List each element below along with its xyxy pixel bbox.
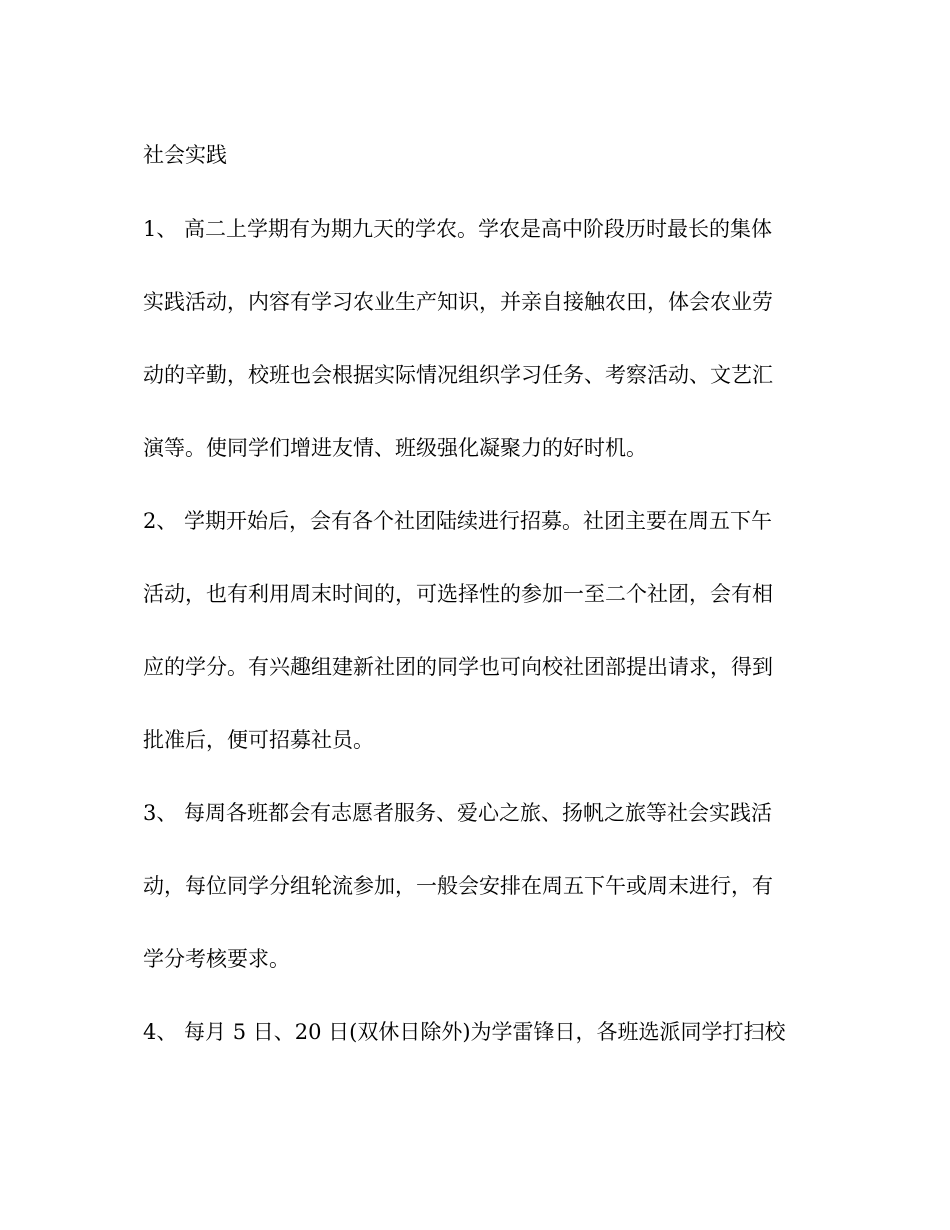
paragraph-line: 1、 高二上学期有为期九天的学农。学农是高中阶段历时最长的集体 (143, 217, 773, 241)
paragraph-line: 2、 学期开始后，会有各个社团陆续进行招募。社团主要在周五下午 (143, 509, 773, 533)
paragraph-line: 演等。使同学们增进友情、班级强化凝聚力的好时机。 (143, 436, 647, 460)
paragraph-line: 批准后，便可招募社员。 (143, 728, 374, 752)
document-title: 社会实践 (143, 143, 227, 167)
paragraph-line: 动的辛勤，校班也会根据实际情况组织学习任务、考察活动、文艺汇 (143, 363, 773, 387)
paragraph-line: 活动，也有利用周末时间的，可选择性的参加一至二个社团，会有相 (143, 582, 773, 606)
paragraph-line: 应的学分。有兴趣组建新社团的同学也可向校社团部提出请求，得到 (143, 655, 773, 679)
paragraph-line: 动，每位同学分组轮流参加，一般会安排在周五下午或周末进行，有 (143, 874, 773, 898)
paragraph-line: 4、 每月 5 日、20 日(双休日除外)为学雷锋日，各班选派同学打扫校 (143, 1020, 786, 1044)
paragraph-line: 3、 每周各班都会有志愿者服务、爱心之旅、扬帆之旅等社会实践活 (143, 801, 773, 825)
paragraph-line: 学分考核要求。 (143, 947, 290, 971)
paragraph-line: 实践活动，内容有学习农业生产知识，并亲自接触农田，体会农业劳 (143, 290, 773, 314)
